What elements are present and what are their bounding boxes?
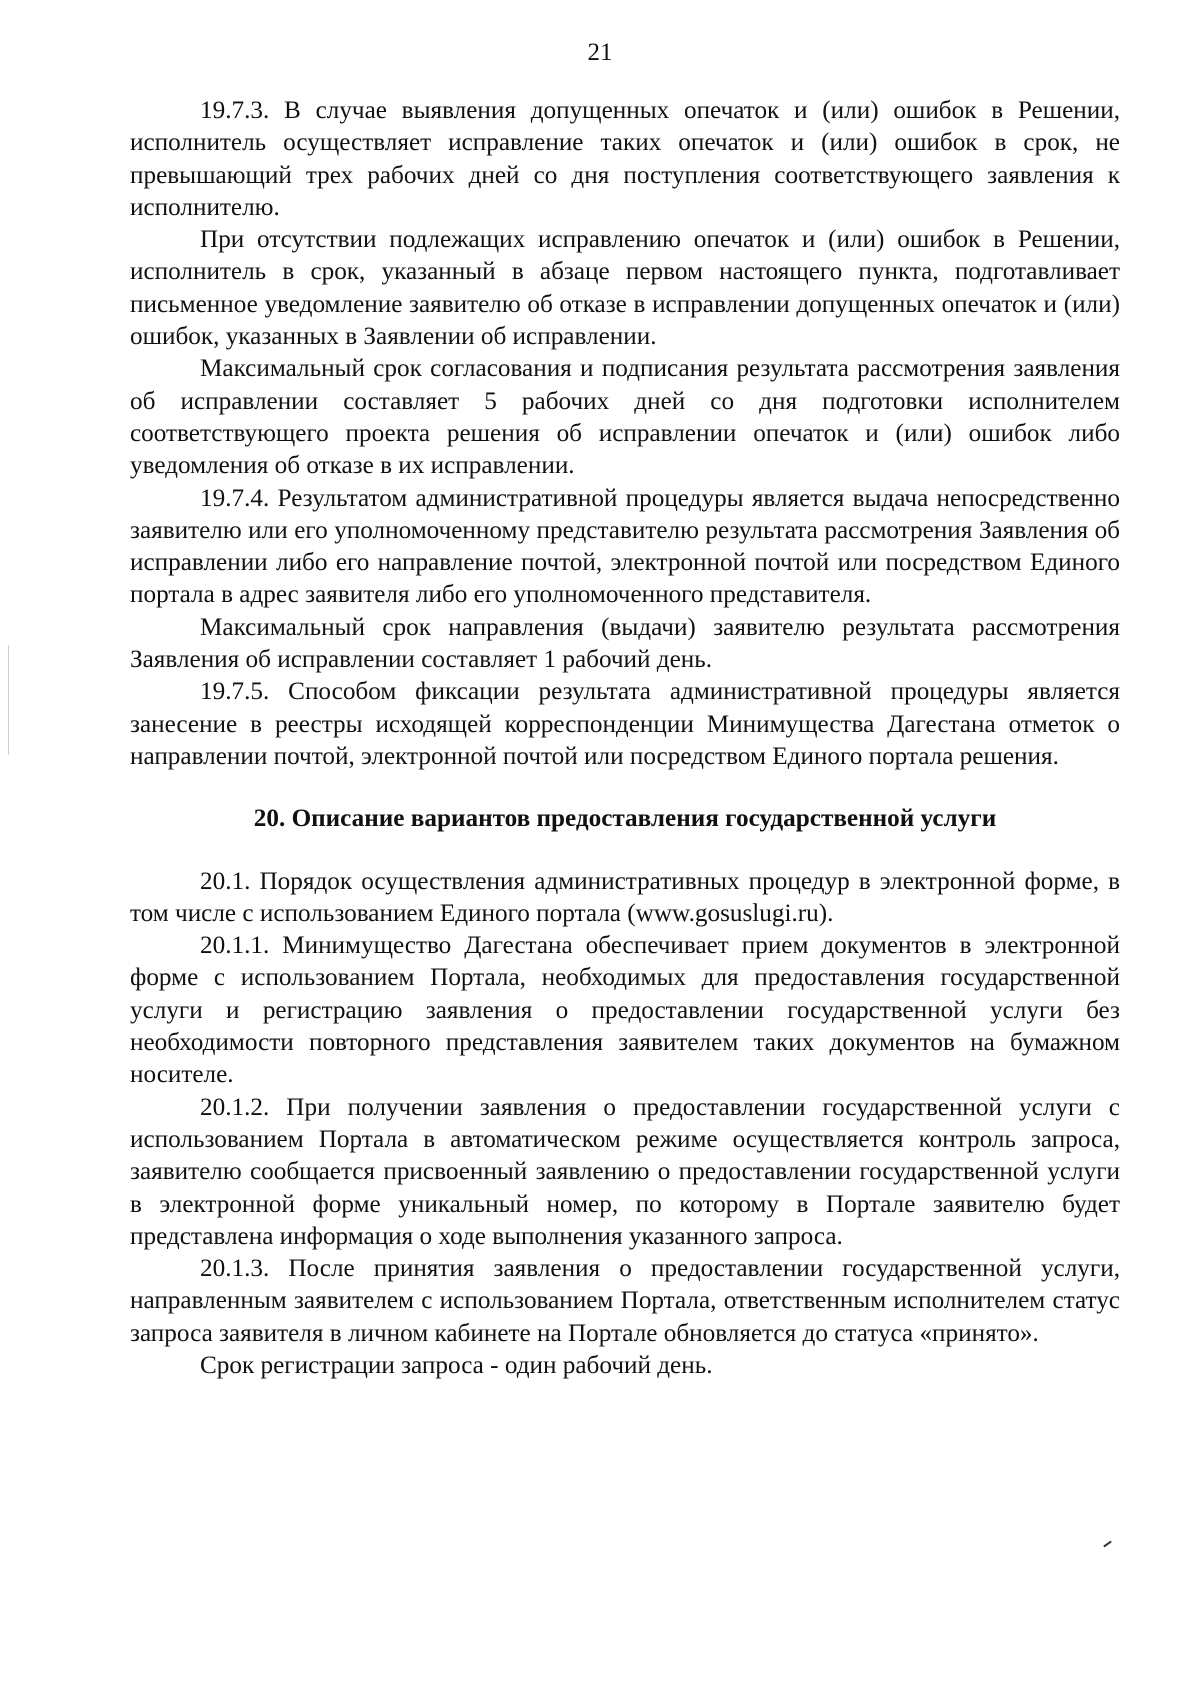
page-number: 21 <box>587 39 613 66</box>
paragraph-20-1-3: 20.1.3. После принятия заявления о предоставлении государственной услуги, направленным заявителем с использованием Портала, ответственным исполнителем статус запроса заявителя в личном кабинете на Портале обновляется до статуса «принято». <box>130 1255 1120 1347</box>
scan-edge-line <box>8 645 9 755</box>
paragraph-20-1-2: 20.1.2. При получении заявления о предоставлении государственной услуги с использованием Портала в автоматическом режиме осуществляется контроль запроса, заявителю сообщается присвоенный заявлению о предоставлении государственной услуги в электронной форме уникальный номер, по которому в Портале заявителю будет представлена информация о ходе выполнения указанного запроса. <box>130 1093 1120 1250</box>
paragraph-19-7-3: 19.7.3. В случае выявления допущенных опечаток и (или) ошибок в Решении, исполнитель осуществляет исправление таких опечаток и (или) ошибок в срок, не превышающий трех рабочих дней со дня поступления соответствующего заявления к исполнителю. <box>130 97 1120 221</box>
paragraph-20-1: 20.1. Порядок осуществления административных процедур в электронной форме, в том числе с использованием Единого портала (www.gosuslugi.ru). <box>130 867 1120 927</box>
paragraph-20-1-1: 20.1.1. Минимущество Дагестана обеспечивает прием документов в электронной форме с использованием Портала, необходимых для предоставления государственной услуги и регистрацию заявления о предоставлении государственной услуги без необходимости повторного представления заявителем таких документов на бумажном носителе. <box>130 932 1120 1089</box>
paragraph-registration-term: Срок регистрации запроса - один рабочий день. <box>200 1351 713 1379</box>
paragraph-19-7-5: 19.7.5. Способом фиксации результата административной процедуры является занесение в реестры исходящей корреспонденции Минимущества Дагестана отметок о направлении почтой, электронной почтой или посредством Единого портала решения. <box>130 678 1120 770</box>
section-heading: 20. Описание вариантов предоставления государственной услуги <box>253 805 997 833</box>
paragraph-max-delivery-term: Максимальный срок направления (выдачи) заявителю результата рассмотрения Заявления об исправлении составляет 1 рабочий день. <box>130 613 1120 674</box>
document-body <box>130 95 1120 1382</box>
paragraph-no-errors: При отсутствии подлежащих исправлению опечаток и (или) ошибок в Решении, исполнитель в срок, указанный в абзаце первом настоящего пункта, подготавливает письменное уведомление заявителю об отказе в исправлении допущенных опечаток и (или) ошибок, указанных в Заявлении об исправлении. <box>130 226 1120 351</box>
paragraph-max-approval-term: Максимальный срок согласования и подписания результата рассмотрения заявления об исправлении составляет 5 рабочих дней со дня подготовки исполнителем соответствующего проекта решения об исправлении опечаток и (или) ошибок либо уведомления об отказе в их исправлении. <box>130 355 1120 480</box>
paragraph-19-7-4: 19.7.4. Результатом административной процедуры является выдача непосредственно заявителю или его уполномоченному представителю результата рассмотрения Заявления об исправлении либо его направление почтой, электронной почтой или посредством Единого портала в адрес заявителя либо его уполномоченного представителя. <box>130 484 1120 609</box>
scan-mark <box>1103 1541 1112 1548</box>
